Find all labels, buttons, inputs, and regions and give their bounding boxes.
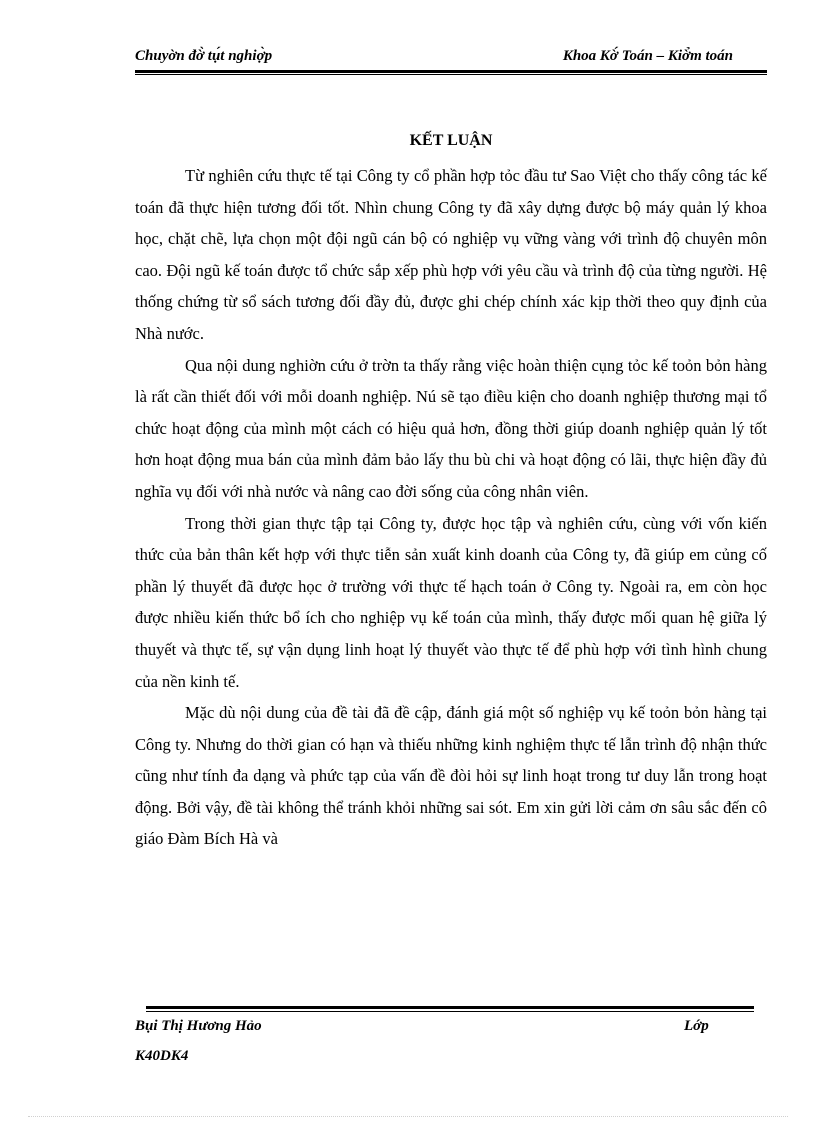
- document-body: [135, 160, 767, 855]
- footer-author-name: Bụi Thị Hương Hảo: [135, 1018, 262, 1034]
- footer-divider-thin: [146, 1011, 754, 1012]
- footer-class-label: Lớp: [684, 1018, 709, 1034]
- header-divider: [135, 70, 767, 73]
- paragraph-4: Mặc dù nội dung của đề tài đã đề cập, đánh giá một số nghiệp vụ kế toỏn bỏn hàng tại Công ty. Nhưng do thời gian có hạn và thiếu những kinh nghiệm thực tế lẫn trình độ nhận thức cũng như tính đa dạng và phức tạp của vấn đề đòi hỏi sự linh hoạt trong tư duy lẫn trong hoạt động. Bởi vậy, đề tài không thể tránh khỏi những sai sót. Em xin gửi lời cảm ơn sâu sắc đến cô giáo Đàm Bích Hà và: [135, 703, 767, 849]
- paragraph-1: Từ nghiên cứu thực tế tại Công ty cổ phần hợp tỏc đầu tư Sao Việt cho thấy công tác kế toán đã thực hiện tương đối tốt. Nhìn chung Công ty đã xây dựng được bộ máy quản lý khoa học, chặt chẽ, lựa chọn một đội ngũ cán bộ có nghiệp vụ vững vàng với trình độ chuyên môn cao. Đội ngũ kế toán được tổ chức sắp xếp phù hợp với yêu cầu và trình độ của từng người. Hệ thống chứng từ sổ sách tương đối đầy đủ, được ghi chép chính xác kịp thời theo quy định của Nhà nước.: [135, 166, 767, 343]
- header-thesis-label: Chuyờn đờ̀ tụ́t nghiợ̀p: [135, 48, 273, 64]
- page-title: KẾT LUẬN: [409, 132, 493, 149]
- footer-class-code: K40DK4: [135, 1048, 189, 1064]
- header-divider-thin: [135, 74, 767, 75]
- header-faculty-label: Khoa Kờ́ Toán – Kiờ̉m toán: [562, 48, 733, 64]
- page-bottom-border: [28, 1116, 788, 1117]
- page-header: [135, 48, 767, 70]
- paragraph-2: Qua nội dung nghiờn cứu ở trờn ta thấy rằng việc hoàn thiện cụng tỏc kế toỏn bỏn hàng là rất cần thiết đối với mỗi doanh nghiệp. Nú sẽ tạo điều kiện cho doanh nghiệp thương mại tổ chức hoạt động của mình một cách có hiệu quả hơn, đồng thời giúp doanh nghiệp quản lý tốt hơn hoạt động mua bán của mình đảm bảo lấy thu bù chi và hoạt động có lãi, thực hiện đầy đủ nghĩa vụ đối với nhà nước và nâng cao đời sống của công nhân viên.: [135, 355, 767, 501]
- paragraph-3: Trong thời gian thực tập tại Công ty, được học tập và nghiên cứu, cùng với vốn kiến thức của bản thân kết hợp với thực tiễn sản xuất kinh doanh của Công ty, đã giúp em củng cố phần lý thuyết đã được học ở trường với thực tế hạch toán ở Công ty. Ngoài ra, em còn học được nhiều kiến thức bổ ích cho nghiệp vụ kế toán của mình, thấy được mối quan hệ giữa lý thuyết và thực tế, sự vận dụng linh hoạt lý thuyết vào thực tế để phù hợp với tình hình chung của nền kinh tế.: [135, 513, 767, 691]
- footer-divider: [146, 1006, 754, 1009]
